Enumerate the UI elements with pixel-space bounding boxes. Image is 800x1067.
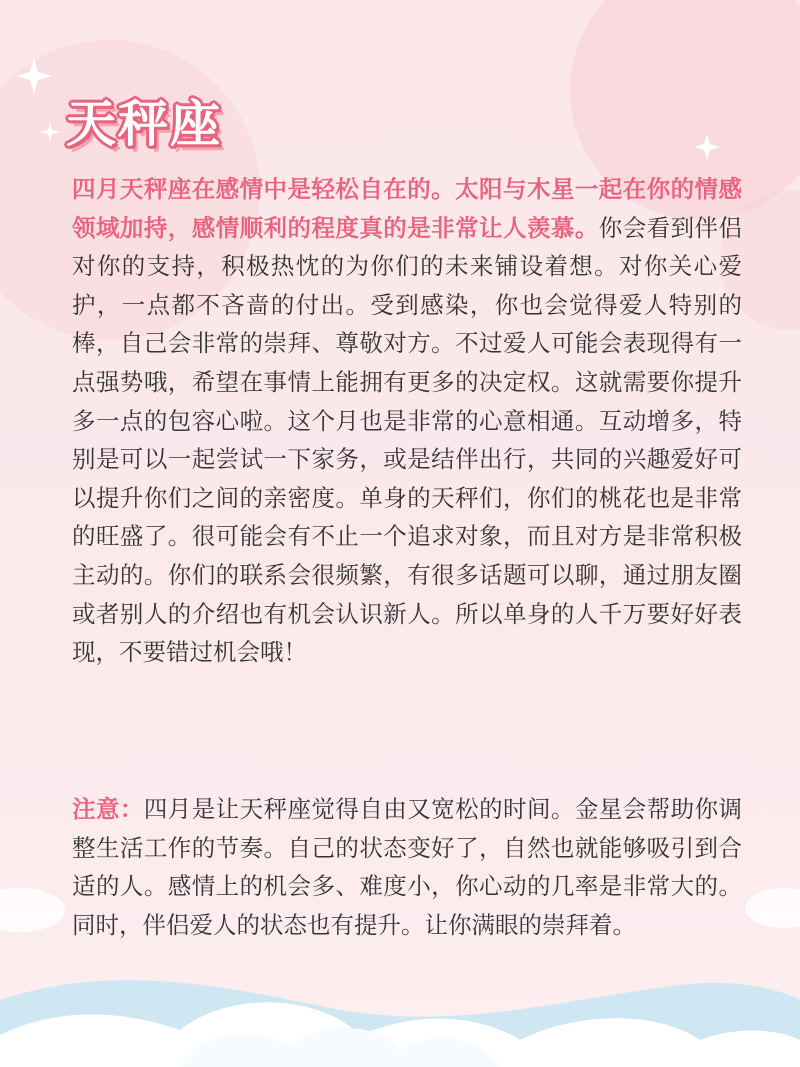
paragraph-main: [72, 170, 742, 672]
paragraph-note-body: 四月是让天秤座觉得自由又宽松的时间。金星会帮助你调整生活工作的节奏。自己的状态变好了，自然也就能够吸引到合适的人。感情上的机会多、难度小，你心动的几率是非常大的。同时，伴侣爱人的状态也有提升。让你满眼的崇拜着。: [72, 795, 743, 939]
page-title: 天秤座: [66, 95, 222, 153]
highlight-text: 四月天秤座在感情中是轻松自在的。太阳与木星一起在你的情感领域加持，感情顺利的程度真的是非常让人羡慕。: [72, 175, 742, 242]
paragraph-note: [72, 790, 742, 944]
note-label: 注意：: [72, 795, 144, 823]
paragraph-main-body: 你会看到伴侣对你的支持，积极热忱的为你们的未来铺设着想。对你关心爱护，一点都不吝啬的付出。受到感染，你也会觉得爱人特别的棒，自己会非常的崇拜、尊敬对方。不过爱人可能会表现得有一点强势哦，希望在事情上能拥有更多的决定权。这就需要你提升多一点的包容心啦。这个月也是非常的心意相通。互动增多，特别是可以一起尝试一下家务，或是结伴出行，共同的兴趣爱好可以提升你们之间的亲密度。单身的天秤们，你们的桃花也是非常的旺盛了。很可能会有不止一个追求对象，而且对方是非常积极主动的。你们的联系会很频繁，有很多话题可以聊，通过朋友圈或者别人的介绍也有机会认识新人。所以单身的人千万要好好表现，不要错过机会哦！: [72, 213, 743, 667]
